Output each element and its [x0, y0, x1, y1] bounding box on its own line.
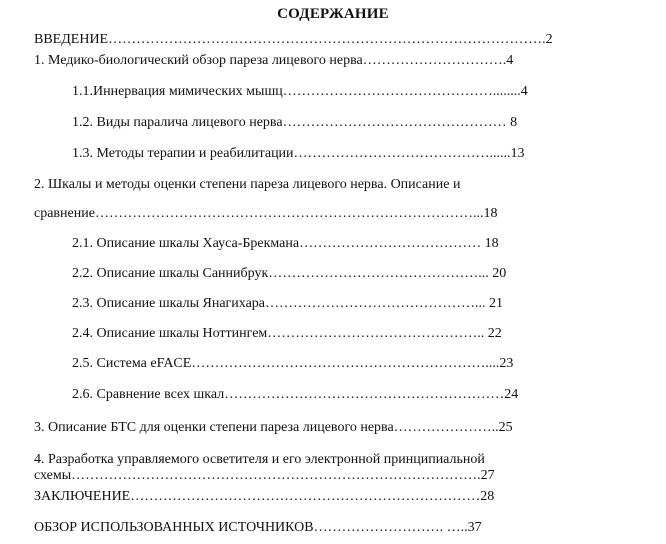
toc-entry-references: ОБЗОР ИСПОЛЬЗОВАННЫХ ИСТОЧНИКОВ………………………. …..37 — [34, 520, 482, 535]
toc-entry-2-4: 2.4. Описание шкалы Ноттингем……………………………………….. 22 — [72, 326, 502, 341]
toc-entry-chapter-1: 1. Медико-биологический обзор пареза лицевого нерва………………………….4 — [34, 53, 514, 68]
toc-entry-1-2: 1.2. Виды паралича лицевого нерва………………………………………… 8 — [72, 115, 518, 130]
toc-entry-chapter-2-line-2: сравнение………………………………………………………………………...18 — [34, 206, 498, 221]
page-title: СОДЕРЖАНИЕ — [277, 6, 389, 22]
toc-entry-2-3: 2.3. Описание шкалы Янагихара………………………………………... 21 — [72, 296, 504, 311]
toc-entry-chapter-3: 3. Описание БТС для оценки степени пареза лицевого нерва…………………..25 — [34, 420, 513, 435]
toc-entry-chapter-2-line-1: 2. Шкалы и методы оценки степени пареза лицевого нерва. Описание и — [34, 177, 461, 192]
toc-entry-chapter-4-line-2: схемы…………………………………………………………………………….27 — [34, 468, 495, 483]
toc-entry-conclusion: ЗАКЛЮЧЕНИЕ…………………………………………………………………28 — [34, 489, 495, 504]
toc-entry-1-1: 1.1.Иннервация мимических мышц………………………………………........4 — [72, 84, 528, 99]
toc-entry-1-3: 1.3. Методы терапии и реабилитации……………………………………......13 — [72, 146, 525, 161]
toc-entry-2-2: 2.2. Описание шкалы Саннибрук………………………………………... 20 — [72, 266, 507, 281]
toc-entry-2-6: 2.6. Сравнение всех шкал……………………………………………………24 — [72, 387, 519, 402]
toc-entry-chapter-4-line-1: 4. Разработка управляемого осветителя и его электронной принципиальной — [34, 452, 485, 467]
toc-entry-2-5: 2.5. Система eFACE………………………………………………………....23 — [72, 356, 514, 371]
toc-entry-2-1: 2.1. Описание шкалы Хауса-Брекмана………………………………… 18 — [72, 236, 499, 251]
toc-entry-introduction: ВВЕДЕНИЕ………………………………………………………………………………….2 — [34, 32, 553, 47]
